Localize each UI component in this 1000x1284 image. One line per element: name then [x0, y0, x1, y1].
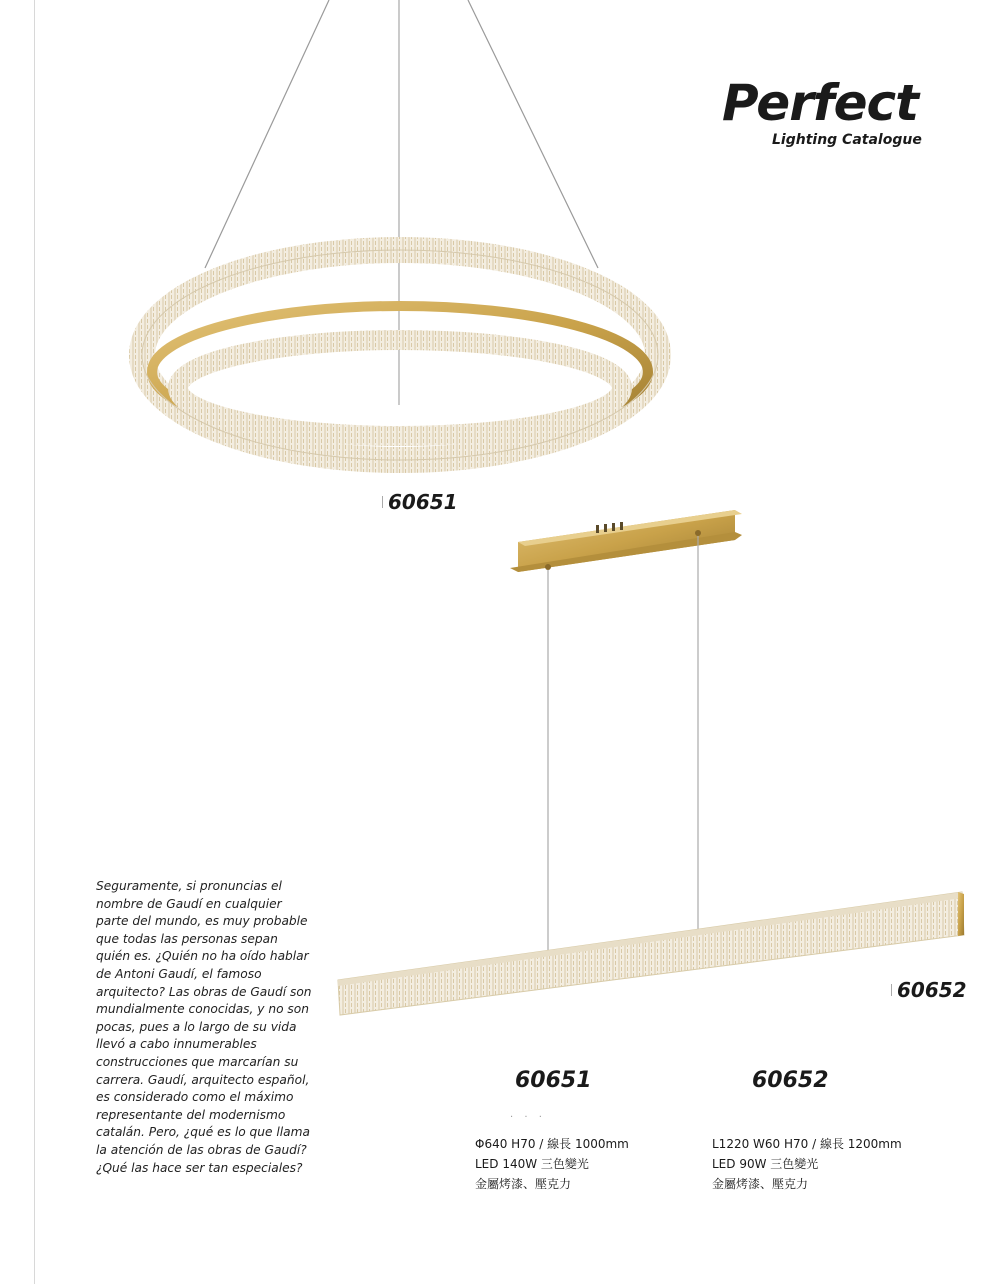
spec-material: 金屬烤漆、壓克力 [712, 1177, 809, 1191]
description-paragraph: Seguramente, si pronuncias el nombre de Gaudí en cualquier parte del mundo, es muy probable que todas las personas sepan quién es. ¿Quién no ha oído hablar de Antoni Gaudí, el famoso arquitecto? Las obras de Gaudí son mundialmente conocidas, y no son pocas, pues a lo largo de su vida llevó a cabo innumerables construcciones que marcarían su carrera. Gaudí, arquitecto español, es considerado como el máximo representante del modernismo catalán. Pero, ¿qué es lo que llama la atención de las obras de Gaudí? [96, 879, 312, 1157]
suspension-wire [205, 0, 329, 268]
linear-pendant-image [338, 510, 964, 1015]
spec-block [712, 1134, 902, 1194]
description-paragraph: ¿Qué las hace ser tan especiales? [96, 1160, 303, 1175]
separator-dots: · · · [510, 1112, 546, 1123]
brand-subtitle: Lighting Catalogue [772, 132, 922, 148]
suspension-wire [468, 0, 598, 268]
spec-code: 60651 [515, 1068, 592, 1093]
bar-product-code: 60652 [897, 978, 967, 1002]
ring-pendant-image [142, 0, 658, 460]
spec-material: 金屬烤漆、壓克力 [475, 1177, 572, 1191]
spec-code: 60652 [752, 1068, 829, 1093]
spec-power: LED 140W 三色變光 [475, 1157, 589, 1171]
crystal-ring-inner [178, 340, 622, 436]
spec-block [475, 1134, 629, 1194]
brand-title: Perfect [722, 74, 919, 132]
description-text [96, 878, 312, 1177]
spec-dimensions: Φ640 H70 / 線長 1000mm [475, 1137, 629, 1151]
ring-product-code: 60651 [388, 490, 458, 514]
spec-dimensions: L1220 W60 H70 / 線長 1200mm [712, 1137, 902, 1151]
spec-power: LED 90W 三色變光 [712, 1157, 819, 1171]
